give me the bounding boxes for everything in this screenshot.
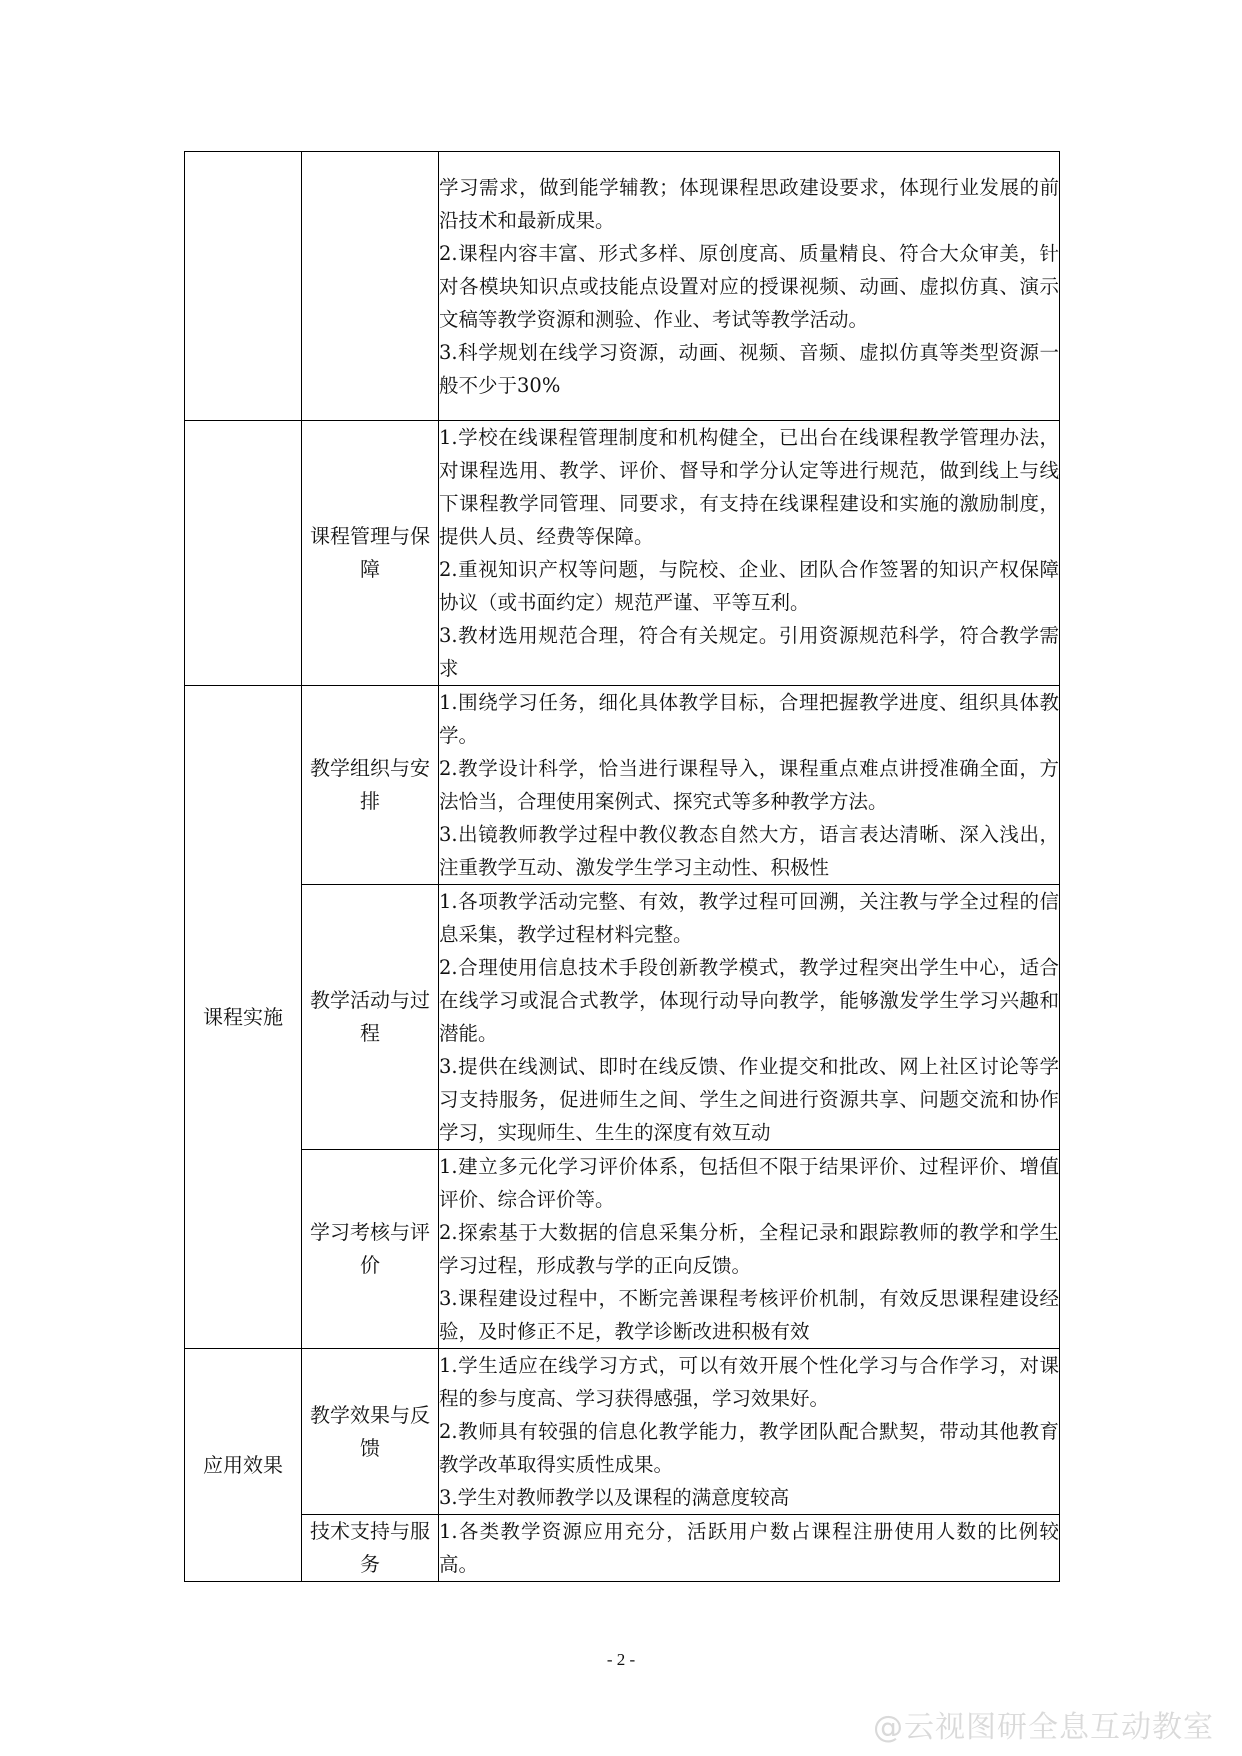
content-cell: [439, 686, 1060, 885]
content-item: 3.教材选用规范合理，符合有关规定。引用资源规范科学，符合教学需求: [439, 624, 1059, 680]
table-row: [185, 421, 1060, 686]
subcategory-label: 教学活动与过程: [302, 885, 439, 1150]
content-item: 1.建立多元化学习评价体系，包括但不限于结果评价、过程评价、增值评价、综合评价等。: [439, 1155, 1059, 1211]
subcategory-label: 课程管理与保障: [302, 421, 439, 686]
category-cell-empty: [185, 152, 302, 421]
table-row: [185, 1150, 1060, 1349]
content-cell: [439, 421, 1060, 686]
table-row: [185, 1515, 1060, 1582]
content-cell: [439, 152, 1060, 421]
content-item: 1.各项教学活动完整、有效，教学过程可回溯，关注教与学全过程的信息采集，教学过程材料完整。: [439, 890, 1059, 946]
content-item: 2.教师具有较强的信息化教学能力，教学团队配合默契，带动其他教育教学改革取得实质性成果。: [439, 1420, 1059, 1476]
page-number: - 2 -: [606, 1650, 636, 1669]
category-label: 应用效果: [185, 1349, 302, 1582]
content-cell: [439, 1150, 1060, 1349]
content-item: 2.课程内容丰富、形式多样、原创度高、质量精良、符合大众审美，针对各模块知识点或技能点设置对应的授课视频、动画、虚拟仿真、演示文稿等教学资源和测验、作业、考试等教学活动。: [439, 241, 1059, 331]
subcategory-label: 教学组织与安排: [302, 686, 439, 885]
content-item: 1.学生适应在线学习方式，可以有效开展个性化学习与合作学习，对课程的参与度高、学习获得感强，学习效果好。: [439, 1354, 1059, 1410]
watermark-text: @云视图研全息互动教室: [873, 1710, 1214, 1745]
content-cell: [439, 1349, 1060, 1515]
subcategory-label: 技术支持与服务: [302, 1515, 439, 1582]
table-row: [185, 152, 1060, 421]
table-row: [185, 885, 1060, 1150]
content-cell: [439, 885, 1060, 1150]
subcategory-cell-empty: [302, 152, 439, 421]
content-item: 3.出镜教师教学过程中教仪教态自然大方，语言表达清晰、深入浅出，注重教学互动、激发学生学习主动性、积极性: [439, 823, 1059, 879]
content-item: 3.学生对教师教学以及课程的满意度较高: [439, 1486, 790, 1509]
content-item: 3.提供在线测试、即时在线反馈、作业提交和批改、网上社区讨论等学习支持服务，促进师生之间、学生之间进行资源共享、问题交流和协作学习，实现师生、生生的深度有效互动: [439, 1055, 1059, 1144]
content-item: 1.学校在线课程管理制度和机构健全，已出台在线课程教学管理办法，对课程选用、教学、评价、督导和学分认定等进行规范，做到线上与线下课程教学同管理、同要求，有支持在线课程建设和实施的激励制度，提供人员、经费等保障。: [439, 426, 1059, 548]
content-cell: [439, 1515, 1060, 1582]
content-item: 2.探索基于大数据的信息采集分析，全程记录和跟踪教师的教学和学生学习过程，形成教与学的正向反馈。: [439, 1221, 1059, 1277]
content-item: 2.教学设计科学，恰当进行课程导入，课程重点难点讲授准确全面，方法恰当，合理使用案例式、探究式等多种教学方法。: [439, 757, 1059, 813]
content-item: 1.各类教学资源应用充分，活跃用户数占课程注册使用人数的比例较高。: [439, 1520, 1059, 1576]
subcategory-label: 学习考核与评价: [302, 1150, 439, 1349]
table-row: [185, 1349, 1060, 1515]
content-item: 3.科学规划在线学习资源，动画、视频、音频、虚拟仿真等类型资源一般不少于30%: [439, 340, 1059, 397]
content-item: 2.合理使用信息技术手段创新教学模式，教学过程突出学生中心，适合在线学习或混合式教学，体现行动导向教学，能够激发学生学习兴趣和潜能。: [439, 956, 1059, 1045]
criteria-table: [184, 151, 1060, 1582]
content-item: 3.课程建设过程中，不断完善课程考核评价机制，有效反思课程建设经验，及时修正不足，教学诊断改进积极有效: [439, 1287, 1059, 1343]
content-item: 1.围绕学习任务，细化具体教学目标，合理把握教学进度、组织具体教学。: [439, 691, 1059, 747]
content-item: 学习需求，做到能学辅教；体现课程思政建设要求，体现行业发展的前沿技术和最新成果。: [439, 175, 1059, 232]
subcategory-label: 教学效果与反馈: [302, 1349, 439, 1515]
category-cell-empty: [185, 421, 302, 686]
content-item: 2.重视知识产权等问题，与院校、企业、团队合作签署的知识产权保障协议（或书面约定）规范严谨、平等互利。: [439, 558, 1059, 614]
category-label: 课程实施: [185, 686, 302, 1349]
table-row: [185, 686, 1060, 885]
